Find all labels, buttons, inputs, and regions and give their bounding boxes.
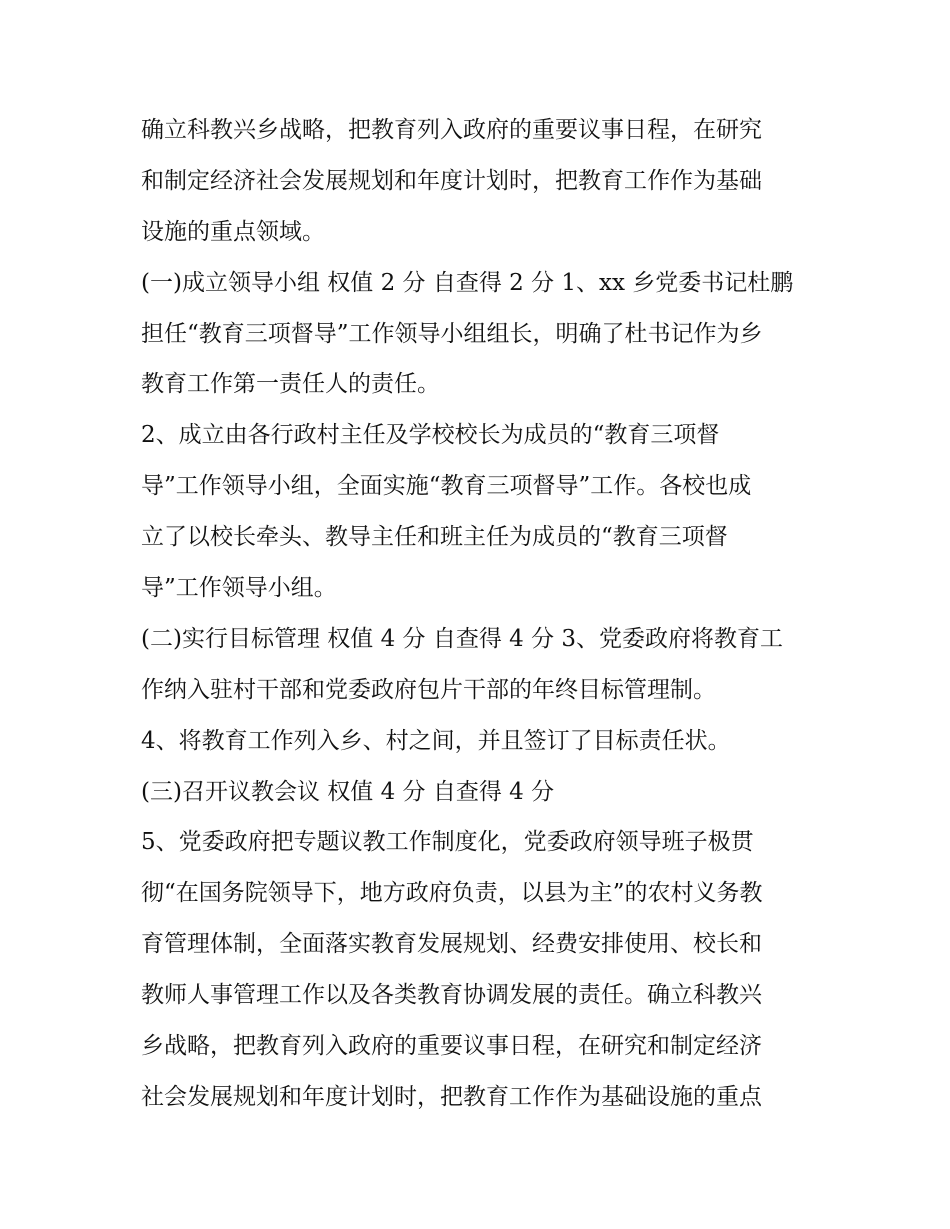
- text-line: 立了以校长牵头、教导主任和班主任为成员的“教育三项督: [141, 524, 728, 551]
- text-line: (一)成立领导小组 权值 2 分 自查得 2 分 1、xx 乡党委书记杜鹏: [141, 269, 794, 296]
- text-line: 彻“在国务院领导下，地方政府负责，以县为主”的农村义务教: [141, 880, 763, 907]
- text-line: 设施的重点领域。: [141, 218, 325, 245]
- text-line: 2、成立由各行政村主任及学校校长为成员的“教育三项督: [141, 422, 720, 449]
- text-line: (二)实行目标管理 权值 4 分 自查得 4 分 3、党委政府将教育工: [141, 625, 784, 652]
- text-line: 导”工作领导小组。: [141, 575, 337, 602]
- document-body: [141, 105, 821, 1123]
- text-line: 乡战略，把教育列入政府的重要议事日程，在研究和制定经济: [141, 1033, 762, 1060]
- text-line: 和制定经济社会发展规划和年度计划时，把教育工作作为基础: [141, 167, 762, 194]
- text-line: 育管理体制，全面落实教育发展规划、经费安排使用、校长和: [141, 931, 762, 958]
- text-line: 确立科教兴乡战略，把教育列入政府的重要议事日程，在研究: [141, 117, 762, 143]
- text-line: 导”工作领导小组，全面实施“教育三项督导”工作。各校也成: [141, 473, 752, 500]
- text-line: 5、党委政府把专题议教工作制度化，党委政府领导班子极贯: [141, 829, 754, 856]
- text-line: (三)召开议教会议 权值 4 分 自查得 4 分: [141, 778, 555, 805]
- text-line: 教师人事管理工作以及各类教育协调发展的责任。确立科教兴: [141, 982, 762, 1009]
- text-line: 担任“教育三项督导”工作领导小组组长，明确了杜书记作为乡: [141, 320, 763, 347]
- text-line: 教育工作第一责任人的责任。: [141, 371, 440, 398]
- text-line: 作纳入驻村干部和党委政府包片干部的年终目标管理制。: [141, 676, 716, 703]
- text-line: 4、将教育工作列入乡、村之间，并且签订了目标责任状。: [141, 727, 731, 754]
- text-line: 社会发展规划和年度计划时，把教育工作作为基础设施的重点: [141, 1083, 762, 1110]
